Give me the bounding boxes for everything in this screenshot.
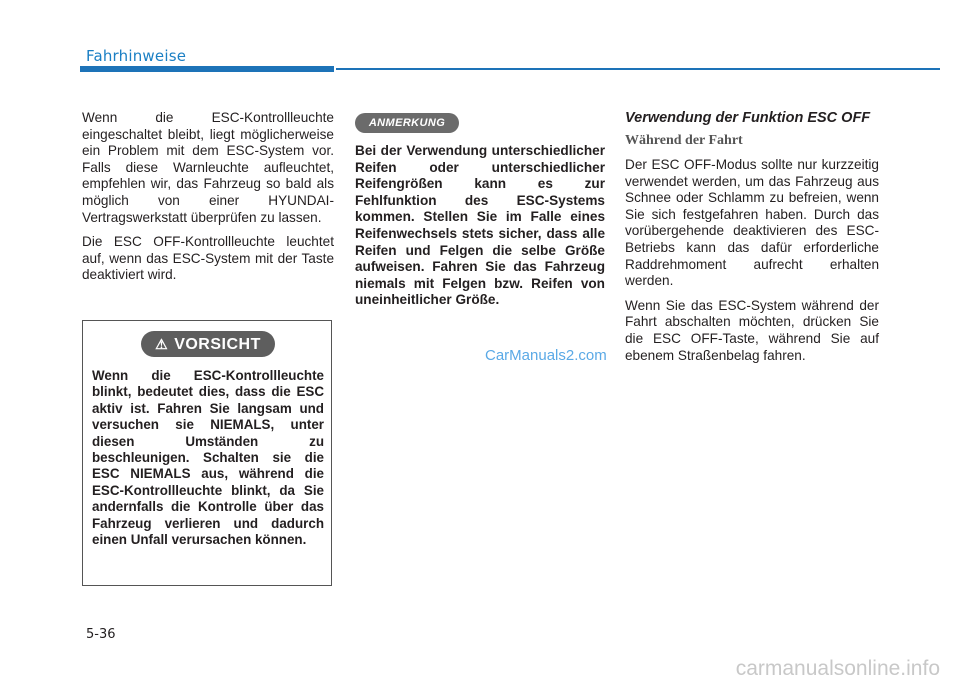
note-label: ANMERKUNG	[355, 113, 459, 133]
subheading: Während der Fahrt	[625, 132, 743, 148]
section-title: Fahrhinweise	[86, 47, 187, 65]
paragraph: Wenn Sie das ESC-System während der Fahrt abschalten möchten, drücken Sie die ESC OFF-Taste, während Sie auf ebenem Straßenbelag fahren.	[625, 297, 879, 363]
caution-label	[141, 331, 275, 357]
header-rule-bold	[80, 66, 334, 72]
caution-header	[83, 321, 331, 361]
warning-triangle-icon: ⚠	[155, 336, 169, 352]
note-text: Bei der Verwendung unterschiedlicher Reifen oder unterschiedlicher Reifengrößen kann es zur Fehlfunktion des ESC-Systems kommen. Stellen Sie im Falle eines Reifenwechsels stets sicher, dass alle Reifen und Felgen die selbe Größe aufweisen. Fahren Sie das Fahrzeug niemals mit Felgen bzw. Reifen von uneinheitlicher Größe.	[355, 143, 605, 308]
header-rule-thin	[336, 68, 940, 70]
caution-label-text: VORSICHT	[174, 336, 261, 353]
paragraph: Die ESC OFF-Kontrollleuchte leuchtet auf, wenn das ESC-System mit der Taste deaktiviert wird.	[82, 234, 334, 283]
page-number: 5-36	[86, 627, 116, 642]
paragraph: Der ESC OFF-Modus sollte nur kurzzeitig verwendet werden, um das Fahrzeug aus Schnee oder Schlamm zu befreien, wenn Sie sich festgefahren haben. Durch das vorübergehende deaktivieren des ESC-Betriebs kann das dafür erforderliche Raddrehmoment aufrecht erhalten werden.	[625, 157, 879, 289]
footer-watermark: carmanualsonline.info	[735, 657, 940, 680]
left-column	[82, 110, 334, 292]
caution-box	[82, 320, 332, 586]
right-column	[625, 110, 879, 372]
caution-text: Wenn die ESC-Kontrollleuchte blinkt, bedeutet dies, dass die ESC aktiv ist. Fahren Sie langsam und versuchen sie NIEMALS, unter diesen Umständen zu beschleunigen. Schalten sie die ESC NIEMALS aus, während die ESC-Kontrollleuchte blinkt, da Sie andernfalls die Kontrolle über das Fahrzeug verlieren und dadurch einen Unfall verursachen können.	[92, 368, 324, 548]
section-heading: Verwendung der Funktion ESC OFF	[625, 110, 871, 126]
watermark-link[interactable]: CarManuals2.com	[485, 347, 607, 364]
paragraph: Wenn die ESC-Kontrollleuchte eingeschaltet bleibt, liegt möglicherweise ein Problem mit dem ESC-System vor. Falls diese Warnleuchte aufleuchtet, empfehlen wir, das Fahrzeug so bald als möglich von einer HYUNDAI-Vertragswerkstatt überprüfen zu lassen.	[82, 110, 334, 225]
